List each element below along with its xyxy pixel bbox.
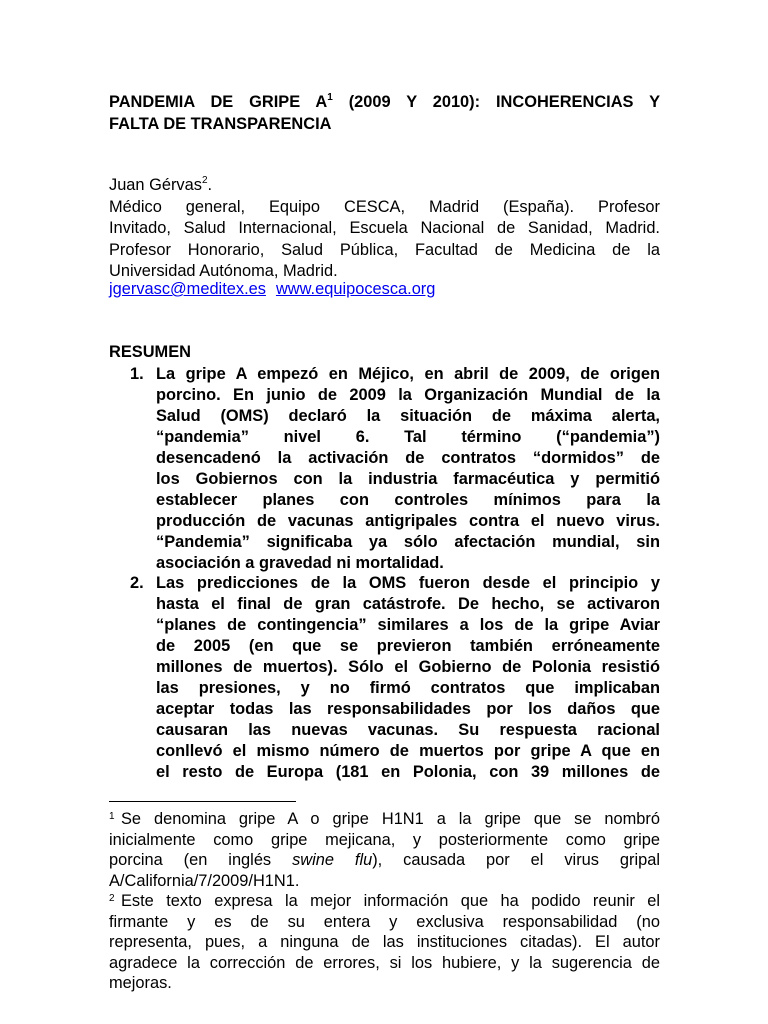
author-name-text: Juan Gérvas: [109, 176, 202, 194]
footnote-text: Se denomina gripe A o gripe H1N1 a la gripe que se nombró: [121, 810, 660, 828]
item-line: las presiones, y no firmó contratos que implicaban: [156, 678, 660, 697]
affiliation-line: Universidad Autónoma, Madrid.: [109, 262, 338, 281]
item-line: los Gobiernos con la industria farmacéutica y permitió: [156, 469, 660, 488]
contact-links: [109, 279, 435, 300]
footnote-line: [109, 809, 660, 830]
item-line: Salud (OMS) declaró la situación de máxima alerta,: [156, 406, 660, 425]
footnote-line: A/California/7/2009/H1N1.: [109, 871, 300, 890]
footnote-line: agradece la corrección de errores, si los hubiere, y la sugerencia de: [109, 953, 660, 972]
affiliation-line: Profesor Honorario, Salud Pública, Facultad de Medicina de la: [109, 240, 660, 259]
item-line: desencadenó la activación de contratos “dormidos” de: [156, 448, 660, 467]
item-number: 2.: [130, 574, 144, 592]
footnote-divider: [109, 801, 296, 802]
footnote-line: inicialmente como gripe mejicana, y posteriormente como gripe: [109, 830, 660, 849]
item-line: de 2005 (en que se previeron también erróneamente: [156, 636, 660, 655]
item-line: conllevó el mismo número de muertos por gripe A que en: [156, 741, 660, 760]
resumen-heading: RESUMEN: [109, 343, 191, 361]
footnote-line: representa, pues, a ninguna de las instituciones citadas). El autor: [109, 933, 660, 951]
item-line: “planes de contingencia” similares a los de la gripe Aviar: [156, 615, 660, 634]
website-link[interactable]: www.equipocesca.org: [275, 280, 436, 298]
item-line: producción de vacunas antigripales contra el nuevo virus.: [156, 511, 660, 530]
footnote-1: [109, 809, 660, 891]
footnote-ref-2[interactable]: 2: [201, 174, 208, 186]
item-line: aceptar todas las responsabilidades por los daños que: [156, 699, 660, 718]
footnote-text: porcina (en inglés: [109, 851, 293, 869]
title-line-1: [109, 91, 660, 113]
author-affiliation: [109, 197, 660, 283]
footnote-text: Este texto expresa la mejor información que ha podido reunir el: [121, 892, 660, 910]
item-line: el resto de Europa (181 en Polonia, con 39 millones de: [156, 762, 660, 781]
footnote-ref-1[interactable]: 1: [327, 91, 333, 103]
footnote-line: [109, 891, 660, 912]
title-text: PANDEMIA DE GRIPE A: [109, 93, 328, 111]
item-number: 1.: [130, 365, 144, 383]
item-line: porcino. En junio de 2009 la Organización Mundial de la: [156, 385, 660, 404]
document-title: [109, 91, 660, 135]
footnote-line: [109, 850, 660, 871]
item-line: causaran las nuevas vacunas. Su respuesta racional: [156, 720, 660, 739]
item-line: millones de muertos). Sólo el Gobierno de Polonia resistió: [156, 657, 660, 676]
item-line: asociación a gravedad ni mortalidad.: [156, 553, 444, 572]
email-link[interactable]: jgervasc@meditex.es: [109, 280, 266, 298]
author-name: [109, 175, 212, 196]
item-line: La gripe A empezó en Méjico, en abril de 2009, de origen: [156, 365, 660, 383]
item-text: [156, 364, 660, 574]
affiliation-line: Invitado, Salud Internacional, Escuela Nacional de Sanidad, Madrid.: [109, 219, 660, 238]
footnote-text: ), causada por el virus gripal: [372, 851, 660, 869]
affiliation-line: Médico general, Equipo CESCA, Madrid (España). Profesor: [109, 198, 660, 216]
item-line: establecer planes con controles mínimos para la: [156, 490, 660, 509]
title-text: (2009 Y 2010): INCOHERENCIAS Y: [332, 93, 661, 111]
title-line-2: FALTA DE TRANSPARENCIA: [109, 115, 332, 133]
footnote-line: firmante y es de su entera y exclusiva responsabilidad (no: [109, 912, 660, 931]
footnote-mark: 1: [109, 811, 115, 822]
item-line: hasta el final de gran catástrofe. De hecho, se activaron: [156, 594, 660, 613]
footnote-emphasis: swine flu: [292, 851, 373, 869]
footnote-2: [109, 891, 660, 994]
footnote-line: mejoras.: [109, 974, 172, 992]
footnote-mark: 2: [109, 893, 115, 904]
item-text: [156, 573, 660, 783]
author-name-punct: .: [207, 176, 213, 194]
item-line: Las predicciones de la OMS fueron desde el principio y: [156, 574, 660, 592]
item-line: “Pandemia” significaba ya sólo afectación mundial, sin: [156, 532, 660, 551]
item-line: “pandemia” nivel 6. Tal término (“pandemia”): [156, 427, 660, 446]
